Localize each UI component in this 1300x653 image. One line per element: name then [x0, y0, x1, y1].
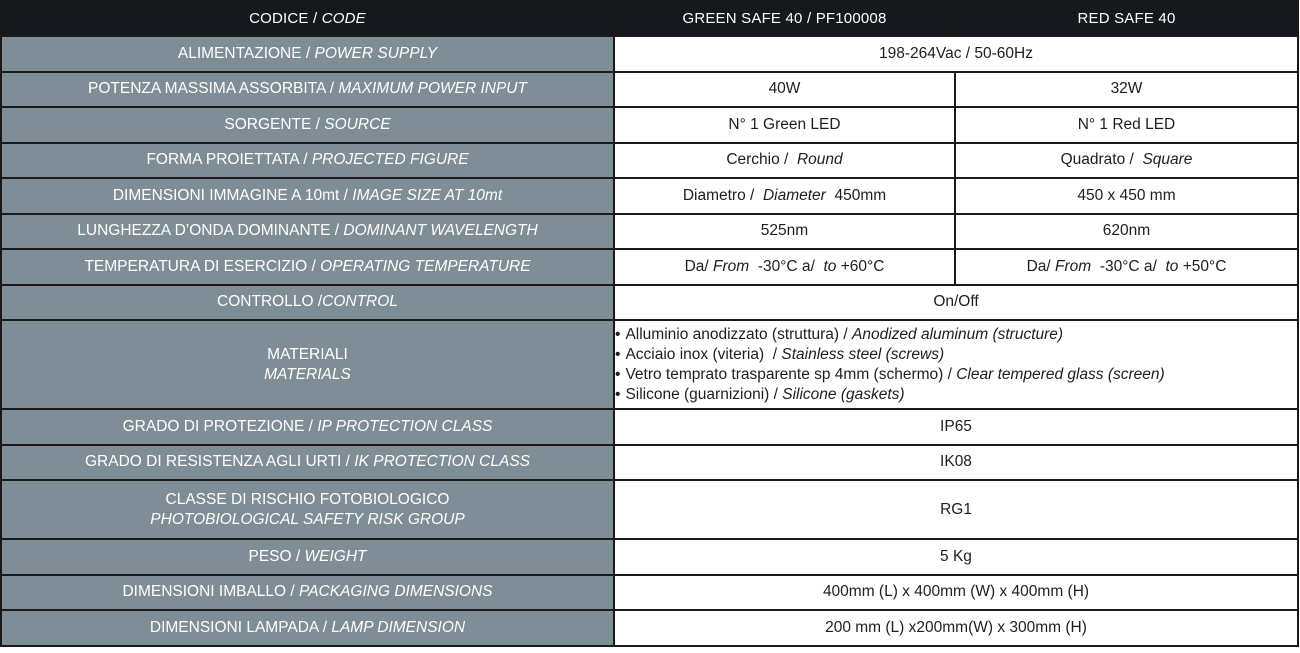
row-ip: [1, 409, 1298, 445]
row-weight: [1, 539, 1298, 575]
value-wavelength-red: 620nm: [955, 214, 1298, 250]
label-control: CONTROLLO /CONTROL: [1, 285, 614, 321]
label-source: SORGENTE / SOURCE: [1, 107, 614, 143]
value-power-supply: 198-264Vac / 50-60Hz: [614, 36, 1298, 72]
value-weight: 5 Kg: [614, 539, 1298, 575]
value-figure-green: Cerchio / Round: [614, 143, 955, 179]
label-photobiological: CLASSE DI RISCHIO FOTOBIOLOGICO PHOTOBIOLOGICAL SAFETY RISK GROUP: [1, 480, 614, 539]
value-max-power-green: 40W: [614, 72, 955, 108]
label-weight: PESO / WEIGHT: [1, 539, 614, 575]
value-ik: IK08: [614, 445, 1298, 481]
row-photobiological: [1, 480, 1298, 539]
materials-list: [615, 325, 1297, 405]
row-projected-figure: [1, 143, 1298, 179]
row-ik: [1, 445, 1298, 481]
value-source-green: N° 1 Green LED: [614, 107, 955, 143]
row-lamp-dimension: [1, 610, 1298, 646]
row-wavelength: [1, 214, 1298, 250]
value-source-red: N° 1 Red LED: [955, 107, 1298, 143]
list-item: • Silicone (guarnizioni) / Silicone (gaskets): [615, 385, 1297, 405]
row-power-supply: [1, 36, 1298, 72]
label-ik: GRADO DI RESISTENZA AGLI URTI / IK PROTECTION CLASS: [1, 445, 614, 481]
header-code: CODICE / CODE: [1, 1, 614, 36]
value-materials: [614, 320, 1298, 409]
label-projected-figure: FORMA PROIETTATA / PROJECTED FIGURE: [1, 143, 614, 179]
value-wavelength-green: 525nm: [614, 214, 955, 250]
label-temperature: TEMPERATURA DI ESERCIZIO / OPERATING TEMPERATURE: [1, 249, 614, 285]
label-materials: MATERIALI MATERIALS: [1, 320, 614, 409]
row-max-power: [1, 72, 1298, 108]
value-photobiological: RG1: [614, 480, 1298, 539]
value-temperature-green: Da/ From -30°C a/ to +60°C: [614, 249, 955, 285]
label-max-power: POTENZA MASSIMA ASSORBITA / MAXIMUM POWER INPUT: [1, 72, 614, 108]
row-source: [1, 107, 1298, 143]
label-image-size: DIMENSIONI IMMAGINE A 10mt / IMAGE SIZE AT 10mt: [1, 178, 614, 214]
label-packaging: DIMENSIONI IMBALLO / PACKAGING DIMENSIONS: [1, 575, 614, 611]
row-temperature: [1, 249, 1298, 285]
list-item: • Vetro temprato trasparente sp 4mm (schermo) / Clear tempered glass (screen): [615, 365, 1297, 385]
list-item: • Alluminio anodizzato (struttura) / Anodized aluminum (structure): [615, 325, 1297, 345]
value-packaging: 400mm (L) x 400mm (W) x 400mm (H): [614, 575, 1298, 611]
value-ip: IP65: [614, 409, 1298, 445]
value-temperature-red: Da/ From -30°C a/ to +50°C: [955, 249, 1298, 285]
label-ip: GRADO DI PROTEZIONE / IP PROTECTION CLASS: [1, 409, 614, 445]
row-materials: [1, 320, 1298, 409]
label-power-supply: ALIMENTAZIONE / POWER SUPPLY: [1, 36, 614, 72]
value-lamp-dimension: 200 mm (L) x200mm(W) x 300mm (H): [614, 610, 1298, 646]
value-control: On/Off: [614, 285, 1298, 321]
value-max-power-red: 32W: [955, 72, 1298, 108]
label-lamp-dimension: DIMENSIONI LAMPADA / LAMP DIMENSION: [1, 610, 614, 646]
label-wavelength: LUNGHEZZA D’ONDA DOMINANTE / DOMINANT WAVELENGTH: [1, 214, 614, 250]
value-image-size-green: Diametro / Diameter 450mm: [614, 178, 955, 214]
row-packaging: [1, 575, 1298, 611]
value-figure-red: Quadrato / Square: [955, 143, 1298, 179]
row-control: [1, 285, 1298, 321]
header-row: [1, 1, 1298, 36]
header-red-safe: RED SAFE 40: [955, 1, 1298, 36]
row-image-size: [1, 178, 1298, 214]
header-green-safe: GREEN SAFE 40 / PF100008: [614, 1, 955, 36]
value-image-size-red: 450 x 450 mm: [955, 178, 1298, 214]
list-item: • Acciaio inox (viteria) / Stainless steel (screws): [615, 345, 1297, 365]
